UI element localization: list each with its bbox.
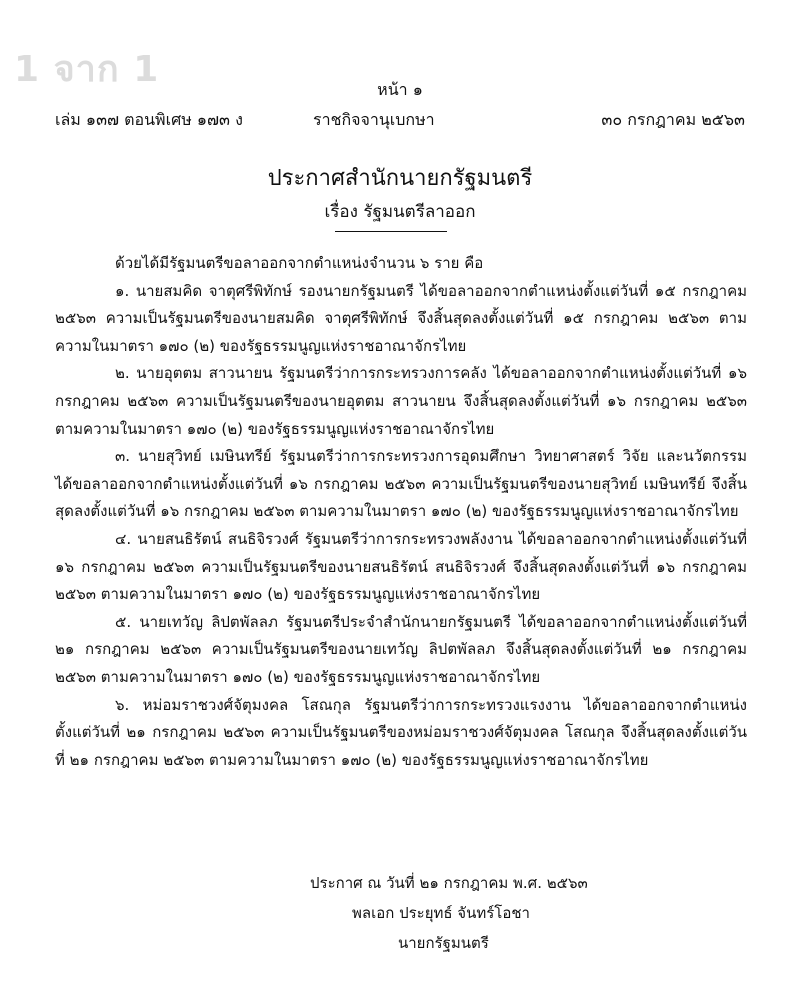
item-paragraph: ๓. นายสุวิทย์ เมษินทรีย์ รัฐมนตรีว่าการกระทรวงการอุดมศึกษา วิทยาศาสตร์ วิจัย และนวัตกรรม ได้ขอลาออกจากตำแหน่งตั้งแต่วันที่ ๑๖ กรกฎาคม ๒๕๖๓ ความเป็นรัฐมนตรีของนายสุวิทย์ เมษินทรีย์ จึงสิ้นสุดลงตั้งแต่วันที่ ๑๖ กรกฎาคม ๒๕๖๓ ตามความในมาตรา ๑๗๐ (๒) ของรัฐธรรมนูญแห่งราชอาณาจักรไทย — [55, 447, 747, 521]
header-volume: เล่ม ๑๓๗ ตอนพิเศษ ๑๗๓ ง — [55, 110, 243, 129]
item-paragraph: ๕. นายเทวัญ ลิปตพัลลภ รัฐมนตรีประจำสำนักนายกรัฐมนตรี ได้ขอลาออกจากตำแหน่งตั้งแต่วันที่ ๒๑ กรกฎาคม ๒๕๖๓ ความเป็นรัฐมนตรีของนายเทวัญ ลิปตพัลลภ จึงสิ้นสุดลงตั้งแต่วันที่ ๒๑ กรกฎาคม ๒๕๖๓ ตามความในมาตรา ๑๗๐ (๒) ของรัฐธรรมนูญแห่งราชอาณาจักรไทย — [55, 612, 747, 686]
page-counter: 1 จาก 1 — [14, 49, 160, 90]
gazette-header — [55, 108, 745, 132]
document-subject: เรื่อง รัฐมนตรีลาออก — [324, 202, 476, 222]
signatory-position: นายกรัฐมนตรี — [398, 934, 489, 952]
document-title: ประกาศสำนักนายกรัฐมนตรี — [267, 166, 533, 191]
header-date: ๓๐ กรกฎาคม ๒๕๖๓ — [601, 110, 745, 129]
header-gazette-name: ราชกิจจานุเบกษา — [313, 110, 435, 129]
title-divider — [335, 231, 447, 232]
item-paragraph: ๑. นายสมคิด จาตุศรีพิทักษ์ รองนายกรัฐมนตรี ได้ขอลาออกจากตำแหน่งตั้งแต่วันที่ ๑๕ กรกฎาคม ๒๕๖๓ ความเป็นรัฐมนตรีของนายสมคิด จาตุศรีพิทักษ์ จึงสิ้นสุดลงตั้งแต่วันที่ ๑๕ กรกฎาคม ๒๕๖๓ ตามความในมาตรา ๑๗๐ (๒) ของรัฐธรรมนูญแห่งราชอาณาจักรไทย — [55, 281, 747, 355]
intro-paragraph: ด้วยได้มีรัฐมนตรีขอลาออกจากตำแหน่งจำนวน ๖ ราย คือ — [115, 254, 484, 272]
signature-block — [310, 868, 588, 958]
item-paragraph: ๖. หม่อมราชวงศ์จัตุมงคล โสณกุล รัฐมนตรีว่าการกระทรวงแรงงาน ได้ขอลาออกจากตำแหน่งตั้งแต่วันที่ ๒๑ กรกฎาคม ๒๕๖๓ ความเป็นรัฐมนตรีของหม่อมราชวงศ์จัตุมงคล โสณกุล จึงสิ้นสุดลงตั้งแต่วันที่ ๒๑ กรกฎาคม ๒๕๖๓ ตามความในมาตรา ๑๗๐ (๒) ของรัฐธรรมนูญแห่งราชอาณาจักรไทย — [55, 695, 747, 769]
announcement-date: ประกาศ ณ วันที่ ๒๑ กรกฎาคม พ.ศ. ๒๕๖๓ — [310, 874, 588, 892]
item-paragraph: ๒. นายอุตตม สาวนายน รัฐมนตรีว่าการกระทรวงการคลัง ได้ขอลาออกจากตำแหน่งตั้งแต่วันที่ ๑๖ กรกฎาคม ๒๕๖๓ ความเป็นรัฐมนตรีของนายอุตตม สาวนายน จึงสิ้นสุดลงตั้งแต่วันที่ ๑๖ กรกฎาคม ๒๕๖๓ ตามความในมาตรา ๑๗๐ (๒) ของรัฐธรรมนูญแห่งราชอาณาจักรไทย — [55, 364, 747, 438]
header-page-number: หน้า ๑ — [377, 80, 423, 99]
signatory-name: พลเอก ประยุทธ์ จันทร์โอชา — [352, 904, 530, 922]
document-body — [55, 250, 747, 774]
item-paragraph: ๔. นายสนธิรัตน์ สนธิจิรวงศ์ รัฐมนตรีว่าการกระทรวงพลังงาน ได้ขอลาออกจากตำแหน่งตั้งแต่วันที่ ๑๖ กรกฎาคม ๒๕๖๓ ความเป็นรัฐมนตรีของนายสนธิรัตน์ สนธิจิรวงศ์ จึงสิ้นสุดลงตั้งแต่วันที่ ๑๖ กรกฎาคม ๒๕๖๓ ตามความในมาตรา ๑๗๐ (๒) ของรัฐธรรมนูญแห่งราชอาณาจักรไทย — [55, 529, 747, 604]
